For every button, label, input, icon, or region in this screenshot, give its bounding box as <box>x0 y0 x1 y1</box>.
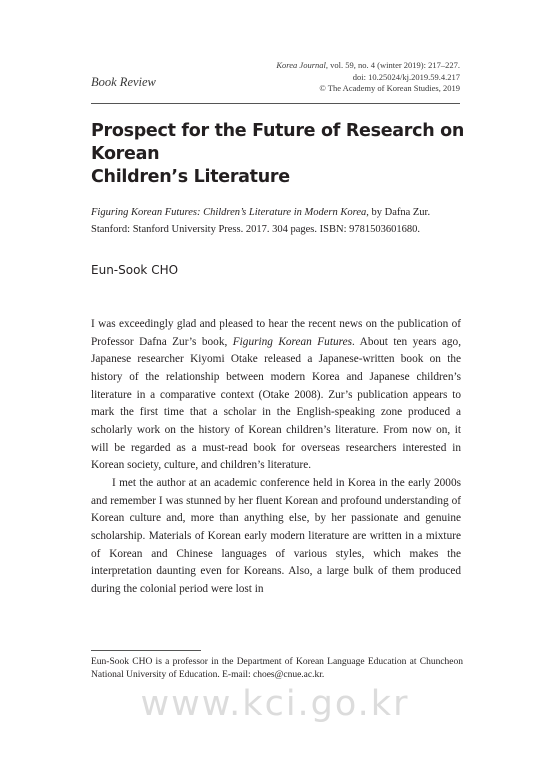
watermark: www.kci.go.kr <box>140 684 410 724</box>
paragraph-1-part-1: I was exceedingly glad and pleased to hear the recent news on the publication of Professor Dafna Zur’s book, <box>91 318 461 348</box>
doi[interactable]: doi: 10.25024/kj.2019.59.4.217 <box>352 71 460 82</box>
body-text <box>91 316 461 599</box>
journal-name: Korea Journal <box>276 60 326 70</box>
paragraph-1-part-2: . About ten years ago, Japanese researcher Kiyomi Otake released a Japanese-written book on the history of the relationship between modern Korea and Japanese children’s literature in a comparative context (Otake 2008). Zur’s publication appears to mark the first time that a scholar in the English-speaking zone produced a scholarly work on the history of Korean children’s literature. From now on, it will be regarded as a must-read book for overseas researchers interested in Korean society, culture, and children’s literature. <box>91 335 462 472</box>
page-header <box>91 60 460 100</box>
book-title: Figuring Korean Futures: Children’s Literature in Modern Korea <box>91 207 367 218</box>
section-label: Book Review <box>91 75 156 89</box>
author-name: Eun-Sook CHO <box>91 263 179 277</box>
paragraph-1 <box>91 316 461 475</box>
copyright: © The Academy of Korean Studies, 2019 <box>319 83 460 93</box>
journal-info <box>276 60 460 95</box>
paragraph-2: I met the author at an academic conference held in Korea in the early 2000s and remember I was stunned by her fluent Korean and profound understanding of Korean culture and, more than anything else, by her passionate and genuine scholarship. Materials of Korean early modern literature are written in a mixture of Korean and Chinese languages of various styles, which makes the interpretation daunting even for Koreans. Also, a large bulk of them produced during the colonial period were lost in <box>91 476 461 595</box>
book-details: , by Dafna Zur. Stanford: Stanford University Press. 2017. 304 pages. ISBN: 9781503601680. <box>91 207 431 235</box>
book-citation <box>91 204 463 238</box>
article-title-line-1: Prospect for the Future of Research on Korean <box>91 121 465 164</box>
footnote-divider <box>91 650 201 651</box>
header-divider <box>91 103 460 104</box>
article-title-line-2: Children’s Literature <box>91 167 290 187</box>
book-title-inline: Figuring Korean Futures <box>232 335 353 348</box>
journal-volume: , vol. 59, no. 4 (winter 2019): 217–227. <box>325 60 460 70</box>
author-footnote: Eun-Sook CHO is a professor in the Department of Korean Language Education at Chuncheon National University of Education. E-mail: choes@cnue.ac.kr. <box>91 657 463 680</box>
journal-citation <box>276 60 460 72</box>
article-title <box>91 120 471 189</box>
